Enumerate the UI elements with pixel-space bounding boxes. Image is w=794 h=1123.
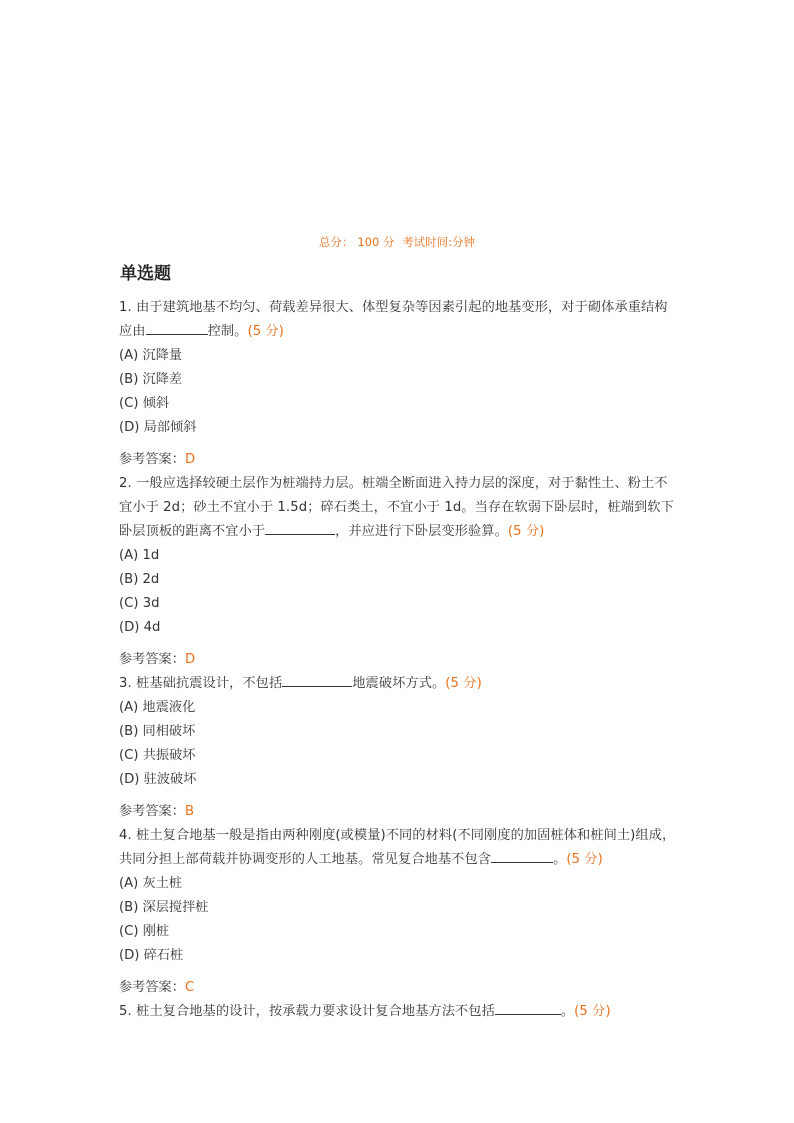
option-c[interactable]: (C) 刚桩 [119,924,170,939]
option-d[interactable]: (D) 碎石桩 [119,948,184,963]
question-score: (5 分) [566,852,603,867]
question-score: (5 分) [445,676,482,691]
option-b[interactable]: (B) 2d [119,572,160,587]
option-d[interactable]: (D) 局部倾斜 [119,420,197,435]
option-d[interactable]: (D) 驻波破坏 [119,772,197,787]
question-number: 4. [119,828,132,843]
question-text [119,1000,679,1024]
question-text [119,472,679,544]
option-list [119,696,679,792]
answer-blank [495,1000,561,1015]
question-stem: 由于建筑地基不均匀、荷载差异很大、体型复杂等因素引起的地基变形，对于砌体承重结构应由 [119,300,668,339]
reference-answer [119,976,679,1000]
question-stem: 桩土复合地基的设计，按承载力要求设计复合地基方法不包括 [136,1004,495,1019]
question-3 [119,672,679,824]
question-number: 5. [119,1004,132,1019]
option-d[interactable]: (D) 4d [119,620,161,635]
option-list [119,544,679,640]
option-list [119,872,679,968]
answer-value: D [184,652,196,667]
option-a[interactable]: (A) 灰土桩 [119,876,183,891]
question-2 [119,472,679,672]
option-a[interactable]: (A) 沉降量 [119,348,183,363]
question-number: 2. [119,476,132,491]
answer-label: 参考答案： [119,652,185,667]
question-number: 3. [119,676,132,691]
question-stem: 桩土复合地基一般是指由两种刚度(或模量)不同的材料(不同刚度的加固桩体和桩间土)组成，共同分担上部荷载并协调变形的人工地基。常见复合地基不包含 [119,828,676,867]
question-score: (5 分) [507,524,545,539]
answer-value: C [184,980,195,995]
question-list [119,296,679,1024]
question-stem-end: ，并应进行下卧层变形验算。 [335,524,508,539]
answer-label: 参考答案： [119,980,185,995]
answer-value: B [184,804,194,819]
question-text [119,824,679,872]
reference-answer [119,800,679,824]
answer-blank [491,848,553,863]
option-c[interactable]: (C) 3d [119,596,160,611]
option-a[interactable]: (A) 1d [119,548,160,563]
question-text [119,296,679,344]
question-stem-end: 地震破坏方式。 [352,676,446,691]
reference-answer [119,448,679,472]
answer-label: 参考答案： [119,804,185,819]
answer-label: 参考答案： [119,452,185,467]
section-title: 单选题 [120,264,171,284]
reference-answer [119,648,679,672]
total-score-label: 总分： [318,235,354,249]
answer-blank [146,320,208,335]
question-stem-end: 控制。 [207,324,248,339]
answer-blank [282,672,352,687]
question-number: 1. [119,300,132,315]
question-4 [119,824,679,1000]
option-b[interactable]: (B) 深层搅拌桩 [119,900,209,915]
question-score: (5 分) [574,1004,611,1019]
answer-value: D [184,452,196,467]
question-text [119,672,679,696]
option-list [119,344,679,440]
question-stem: 一般应选择较硬土层作为桩端持力层。桩端全断面进入持力层的深度，对于黏性土、粉土不宜小于 2d；砂土不宜小于 1.5d；碎石类土，不宜小于 1d。当存在软弱下卧层时，桩端到软下卧层顶板的距离不宜小于 [119,476,674,539]
option-b[interactable]: (B) 沉降差 [119,372,183,387]
question-stem-end: 。 [560,1004,575,1019]
question-1 [119,296,679,472]
exam-time-label: 考试时间:分钟 [402,235,476,249]
question-stem: 桩基础抗震设计，不包括 [136,676,283,691]
answer-blank [265,520,335,535]
question-5 [119,1000,679,1024]
option-a[interactable]: (A) 地震液化 [119,700,196,715]
exam-header [0,233,794,251]
option-c[interactable]: (C) 倾斜 [119,396,170,411]
question-score: (5 分) [247,324,285,339]
option-c[interactable]: (C) 共振破坏 [119,748,196,763]
total-score-value: 100 分 [357,235,395,249]
option-b[interactable]: (B) 同相破坏 [119,724,196,739]
question-stem-end: 。 [553,852,567,867]
